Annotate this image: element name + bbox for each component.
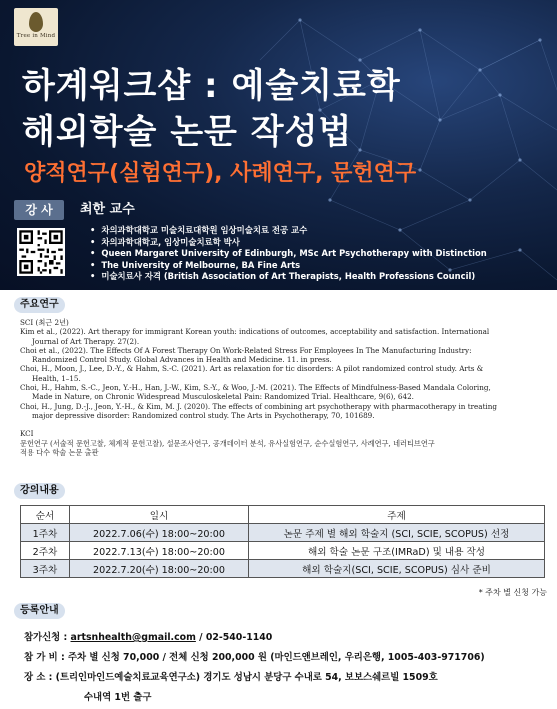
apply-label: 참가신청 : bbox=[24, 632, 68, 643]
place-label: 장 소 : bbox=[24, 672, 53, 683]
qr-code-icon[interactable] bbox=[17, 228, 65, 276]
lecturer-name: 최한 교수 bbox=[80, 202, 135, 217]
kci-header: KCI bbox=[20, 429, 34, 439]
table-row bbox=[21, 542, 545, 560]
credential-item: • 차의과학대학교, 임상미술치료학 박사 bbox=[90, 237, 487, 249]
column-header: 일시 bbox=[70, 506, 249, 524]
schedule-note: * 주차 별 신청 가능 bbox=[478, 588, 547, 597]
week-cell: 3주차 bbox=[21, 560, 70, 578]
header-banner bbox=[0, 0, 557, 290]
research-entry-cont: major depressive disorder: Randomized control study. The Arts in Psychotherapy, 70, 101689. bbox=[32, 410, 375, 420]
email-link[interactable]: artsnhealth@gmail.com bbox=[70, 632, 196, 643]
column-header: 순서 bbox=[21, 506, 70, 524]
logo-text: Tree in Mind bbox=[16, 33, 56, 39]
column-header: 주제 bbox=[249, 506, 545, 524]
page-subtitle: 양적연구(실험연구), 사례연구, 문헌연구 bbox=[24, 161, 417, 186]
registration-section-label: 등록안내 bbox=[14, 603, 65, 619]
topic-cell: 해외 학술 논문 구조(IMRaD) 및 내용 작성 bbox=[249, 542, 545, 560]
table-row bbox=[21, 524, 545, 542]
research-entry-cont: Journal of Art Therapy. 27(2). bbox=[32, 336, 140, 346]
table-row bbox=[21, 560, 545, 578]
kci-line: 문헌연구 (서술적 문헌고찰, 체계적 문헌고찰), 설문조사연구, 공개데이터 분석, 유사실험연구, 순수실험연구, 사례연구, 네러티브연구 bbox=[20, 438, 435, 448]
schedule-table bbox=[20, 505, 545, 578]
research-list bbox=[20, 318, 548, 457]
registration-place-row bbox=[24, 669, 438, 683]
credential-item: • 차의과학대학교 미술치료대학원 임상미술치료 전공 교수 bbox=[90, 225, 487, 237]
tree-leaf-icon bbox=[29, 12, 43, 32]
research-entry-cont: Randomized Control Study. Global Advances in Health and Medicine. 11. in press. bbox=[32, 355, 332, 365]
fee-text: 주차 별 신청 70,000 / 전체 신청 200,000 원 (마인드앤브레인, 우리은행, 1005-403-971706) bbox=[67, 652, 485, 663]
schedule-section-label: 강의내용 bbox=[14, 483, 65, 499]
fee-label: 참 가 비 : bbox=[24, 652, 65, 663]
logo bbox=[14, 8, 58, 46]
research-entry: Choi, H., Moon, J., Lee, D.-Y., & Hahm, S.-C. (2021). Art as relaxation for tic disorders: A pilot randomized control study. Arts & bbox=[20, 364, 484, 374]
registration-place-row-2: 수내역 1번 출구 bbox=[84, 692, 152, 703]
credential-item: • Queen Margaret University of Edinburgh, MSc Art Psychotherapy with Distinction bbox=[90, 248, 487, 260]
registration-fee-row bbox=[24, 649, 485, 663]
research-entry: Kim et al., (2022). Art therapy for immigrant Korean youth: indications of outcomes, acceptability and satisfaction. International bbox=[20, 327, 490, 337]
date-cell: 2022.7.13(수) 18:00~20:00 bbox=[70, 542, 249, 560]
week-cell: 2주차 bbox=[21, 542, 70, 560]
research-section-label: 주요연구 bbox=[14, 297, 65, 313]
week-cell: 1주차 bbox=[21, 524, 70, 542]
research-entry: Choi, H., Jung, D.-J., Jeon, Y.-H., & Kim, M. J. (2020). The effects of combining art psychotherapy with pharmacotherapy in treating bbox=[20, 401, 497, 411]
lecturer-badge: 강 사 bbox=[14, 200, 64, 220]
table-header-row bbox=[21, 506, 545, 524]
credential-item: • The University of Melbourne, BA Fine Arts bbox=[90, 260, 487, 272]
research-entry: Choi, H., Hahm, S.-C., Jeon, Y.-H., Han, J.-W., Kim, S.-Y., & Woo, J.-M. (2021). The Effects of Mindfulness-Based Mandala Coloring, bbox=[20, 383, 491, 393]
lecturer-credentials bbox=[90, 225, 487, 283]
credential-item: • 미술치료사 자격 (British Association of Art Therapists, Health Professions Council) bbox=[90, 271, 487, 283]
topic-cell: 논문 주제 별 해외 학술지 (SCI, SCIE, SCOPUS) 선정 bbox=[249, 524, 545, 542]
research-entry-cont: Made in Nature, on Chronic Widespread Musculoskeletal Pain: Randomized Trial. Healthcare, 9(6), 642. bbox=[32, 392, 414, 402]
date-cell: 2022.7.20(수) 18:00~20:00 bbox=[70, 560, 249, 578]
date-cell: 2022.7.06(수) 18:00~20:00 bbox=[70, 524, 249, 542]
kci-line: 적용 다수 학술 논문 출판 bbox=[20, 447, 99, 457]
registration-apply-row bbox=[24, 629, 272, 643]
page-title-line-1: 하계워크샵 : 예술치료학 bbox=[22, 66, 401, 106]
sci-header: SCI (최근 2년) bbox=[20, 318, 69, 327]
page-title-line-2: 해외학술 논문 작성법 bbox=[22, 112, 353, 152]
phone-text: / 02-540-1140 bbox=[199, 632, 273, 643]
research-entry: Choi et al., (2022). The Effects Of A Forest Therapy On Work-Related Stress For Employees In The Manufacturing Industry: bbox=[20, 345, 472, 355]
topic-cell: 해외 학술지(SCI, SCIE, SCOPUS) 심사 준비 bbox=[249, 560, 545, 578]
research-entry-cont: Health, 1–15. bbox=[32, 373, 81, 383]
place-text: (트리인마인드예술치료교육연구소) 경기도 성남시 분당구 수내로 54, 보보스쉐르빌 1509호 bbox=[55, 672, 438, 683]
